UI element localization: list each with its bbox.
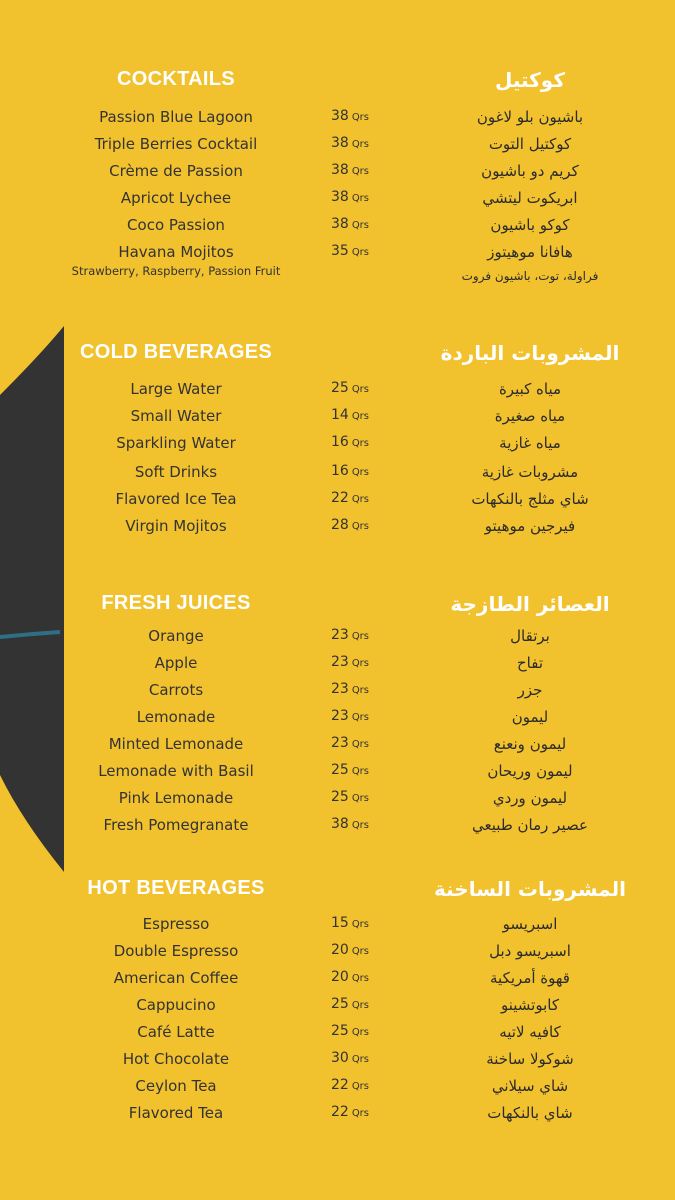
menu-item-name-ar: مشروبات غازية (481, 463, 579, 481)
menu-item-name-en: Passion Blue Lagoon (99, 108, 253, 126)
menu-item-price (318, 463, 382, 479)
menu-item-desc-ar: فراولة، توت، باشيون فروت (461, 269, 599, 283)
menu-item-price (318, 407, 382, 423)
menu-item-price (318, 380, 382, 396)
menu-item-price (318, 1050, 382, 1066)
menu-item-name-ar: مياه كبيرة (498, 380, 562, 398)
menu-item-price (318, 789, 382, 805)
price-currency: Qrs (351, 739, 370, 750)
price-currency: Qrs (351, 467, 370, 478)
price-currency: Qrs (351, 631, 370, 642)
menu-item-price (318, 1023, 382, 1039)
price-currency: Qrs (351, 247, 370, 258)
menu-item-name-ar: ليمون (511, 708, 549, 726)
price-currency: Qrs (351, 384, 370, 395)
menu-item-price (318, 434, 382, 450)
menu-item-name-ar: عصير رمان طبيعي (472, 816, 588, 834)
menu-item-name-ar: كابوتشينو (501, 996, 559, 1014)
price-value: 15 (330, 915, 349, 931)
price-currency: Qrs (351, 1081, 370, 1092)
price-currency: Qrs (351, 193, 370, 204)
section-title-en: COLD BEVERAGES (79, 341, 272, 363)
menu-item-price (318, 942, 382, 958)
menu-item-name-ar: كوكتيل التوت (488, 135, 572, 153)
menu-item-price (318, 816, 382, 832)
menu-item-name-en: Double Espresso (113, 942, 239, 960)
price-currency: Qrs (351, 820, 370, 831)
menu-item-name-ar: كوكو باشيون (490, 216, 570, 234)
menu-item-name-ar: كريم دو باشيون (481, 162, 579, 180)
menu-item-name-ar: باشيون بلو لاغون (476, 108, 584, 126)
menu-item-name-ar: شاي بالنكهات (487, 1104, 573, 1122)
menu-item-name-ar: اسبريسو دبل (489, 942, 571, 960)
price-currency: Qrs (351, 766, 370, 777)
menu-item-price (318, 216, 382, 232)
price-value: 23 (330, 654, 349, 670)
section-title-en: FRESH JUICES (101, 592, 251, 614)
section-title-ar: المشروبات الباردة (440, 341, 620, 365)
price-value: 25 (330, 1023, 349, 1039)
price-currency: Qrs (351, 685, 370, 696)
price-value: 38 (330, 135, 349, 151)
price-currency: Qrs (351, 1027, 370, 1038)
menu-item-price (318, 708, 382, 724)
menu-item-price (318, 1104, 382, 1120)
menu-item-name-ar: مياه صغيرة (494, 407, 566, 425)
price-currency: Qrs (351, 658, 370, 669)
price-value: 22 (330, 1104, 349, 1120)
price-value: 28 (330, 517, 349, 533)
menu-item-name-ar: اسبريسو (502, 915, 558, 933)
menu-item-name-en: Lemonade with Basil (98, 762, 254, 780)
price-currency: Qrs (351, 793, 370, 804)
price-value: 20 (330, 942, 349, 958)
menu-item-name-en: Hot Chocolate (122, 1050, 230, 1068)
menu-item-price (318, 108, 382, 124)
menu-item-name-ar: ابريكوت ليتشي (482, 189, 578, 207)
price-currency: Qrs (351, 1108, 370, 1119)
menu-item-name-ar: ليمون وردي (492, 789, 568, 807)
price-value: 16 (330, 463, 349, 479)
menu-item-name-en: Havana Mojitos (118, 243, 234, 261)
menu-item-desc-en: Strawberry, Raspberry, Passion Fruit (71, 264, 281, 278)
price-value: 20 (330, 969, 349, 985)
price-currency: Qrs (351, 521, 370, 532)
menu-item-name-en: Virgin Mojitos (125, 517, 227, 535)
section-title-ar: كوكتيل (495, 68, 565, 92)
price-value: 22 (330, 1077, 349, 1093)
menu-item-price (318, 517, 382, 533)
menu-item-name-en: Crème de Passion (109, 162, 243, 180)
price-currency: Qrs (351, 139, 370, 150)
price-currency: Qrs (351, 712, 370, 723)
menu-item-name-ar: ليمون ونعنع (493, 735, 567, 753)
price-value: 23 (330, 627, 349, 643)
price-currency: Qrs (351, 494, 370, 505)
menu-item-name-en: Pink Lemonade (118, 789, 234, 807)
menu-item-name-en: Orange (148, 627, 204, 645)
menu-item-price (318, 969, 382, 985)
price-currency: Qrs (351, 919, 370, 930)
price-value: 25 (330, 789, 349, 805)
menu-item-name-ar: شوكولا ساخنة (486, 1050, 574, 1068)
price-value: 16 (330, 434, 349, 450)
menu-item-price (318, 135, 382, 151)
menu-item-price (318, 762, 382, 778)
price-value: 30 (330, 1050, 349, 1066)
menu-item-name-ar: جزر (517, 681, 543, 699)
price-value: 38 (330, 189, 349, 205)
section-title-ar: العصائر الطازجة (450, 592, 610, 616)
menu-item-name-en: Soft Drinks (134, 463, 218, 481)
menu-item-name-ar: كافيه لاتيه (499, 1023, 561, 1041)
menu-item-price (318, 996, 382, 1012)
price-value: 35 (330, 243, 349, 259)
menu-item-name-ar: شاي سيلاني (491, 1077, 569, 1095)
menu-item-name-en: Minted Lemonade (108, 735, 244, 753)
menu-item-name-en: Espresso (142, 915, 210, 933)
menu-item-name-en: Coco Passion (127, 216, 225, 234)
menu-item-name-en: Flavored Ice Tea (115, 490, 237, 508)
price-currency: Qrs (351, 946, 370, 957)
price-currency: Qrs (351, 112, 370, 123)
price-value: 23 (330, 708, 349, 724)
menu-item-name-ar: برتقال (510, 627, 550, 645)
menu-item-name-ar: تفاح (516, 654, 543, 672)
price-currency: Qrs (351, 438, 370, 449)
menu-item-name-en: Large Water (130, 380, 222, 398)
price-currency: Qrs (351, 411, 370, 422)
menu-item-name-en: Flavored Tea (128, 1104, 224, 1122)
menu-item-price (318, 189, 382, 205)
price-value: 23 (330, 681, 349, 697)
menu-item-name-en: Sparkling Water (116, 434, 236, 452)
price-value: 25 (330, 762, 349, 778)
menu-item-name-en: American Coffee (113, 969, 239, 987)
price-value: 38 (330, 162, 349, 178)
menu-item-name-ar: فيرجين موهيتو (484, 517, 576, 535)
section-title-en: HOT BEVERAGES (87, 877, 265, 899)
menu-item-name-en: Fresh Pomegranate (103, 816, 249, 834)
dark-half-circle-shape (0, 326, 64, 872)
section-title-ar: المشروبات الساخنة (433, 877, 626, 901)
menu-item-price (318, 915, 382, 931)
price-value: 38 (330, 216, 349, 232)
price-value: 38 (330, 816, 349, 832)
price-value: 22 (330, 490, 349, 506)
menu-item-name-en: Apple (154, 654, 198, 672)
menu-item-price (318, 654, 382, 670)
price-value: 38 (330, 108, 349, 124)
menu-item-name-ar: هافانا موهيتوز (487, 243, 573, 261)
menu-item-name-en: Cappucino (136, 996, 216, 1014)
price-currency: Qrs (351, 1054, 370, 1065)
price-value: 25 (330, 996, 349, 1012)
menu-item-price (318, 490, 382, 506)
menu-item-name-en: Ceylon Tea (135, 1077, 217, 1095)
menu-item-price (318, 162, 382, 178)
price-currency: Qrs (351, 220, 370, 231)
menu-item-name-en: Carrots (148, 681, 204, 699)
section-title-en: COCKTAILS (117, 68, 235, 90)
price-currency: Qrs (351, 166, 370, 177)
price-currency: Qrs (351, 1000, 370, 1011)
price-value: 23 (330, 735, 349, 751)
price-currency: Qrs (351, 973, 370, 984)
menu-item-name-ar: شاي مثلج بالنكهات (471, 490, 589, 508)
menu-item-name-ar: ليمون وريحان (487, 762, 573, 780)
menu-item-name-en: Triple Berries Cocktail (94, 135, 258, 153)
menu-item-name-ar: قهوة أمريكية (490, 969, 570, 987)
menu-item-name-en: Lemonade (136, 708, 216, 726)
menu-item-price (318, 1077, 382, 1093)
menu-item-name-en: Small Water (130, 407, 222, 425)
menu-item-name-en: Café Latte (137, 1023, 215, 1041)
menu-item-price (318, 627, 382, 643)
menu-item-price (318, 735, 382, 751)
menu-item-price (318, 681, 382, 697)
price-value: 14 (330, 407, 349, 423)
price-value: 25 (330, 380, 349, 396)
menu-item-name-ar: مياه غازية (499, 434, 561, 452)
menu-item-name-en: Apricot Lychee (120, 189, 232, 207)
menu-item-price (318, 243, 382, 259)
